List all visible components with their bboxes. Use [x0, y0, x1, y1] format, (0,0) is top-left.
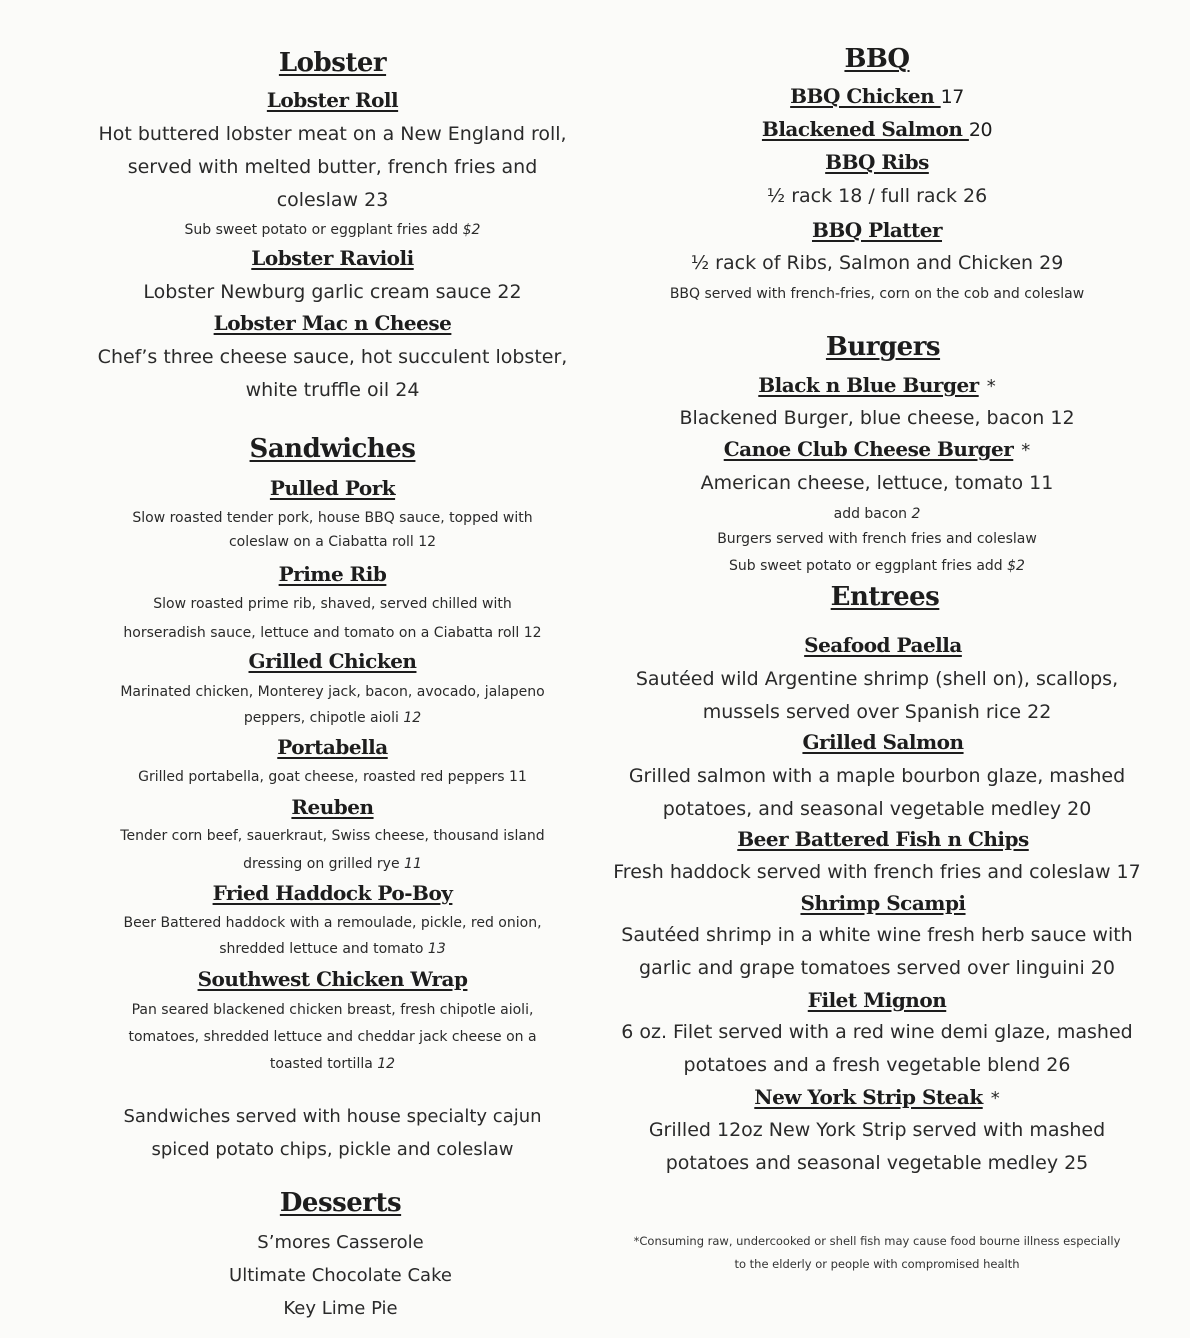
- black-blue-burger-description: Blackened Burger, blue cheese, bacon 12: [679, 407, 1075, 429]
- dessert-item: Key Lime Pie: [283, 1298, 398, 1319]
- bbq-platter-title: BBQ Platter: [811, 218, 943, 242]
- canoe-club-burger-description: American cheese, lettuce, tomato 11: [700, 472, 1054, 494]
- reuben-description: Tender corn beef, sauerkraut, Swiss cheese, thousand island dressing on grilled rye 11: [120, 828, 545, 872]
- grilled-chicken-description: Marinated chicken, Monterey jack, bacon, avocado, jalapeno peppers, chipotle aioli 12: [120, 684, 545, 726]
- filet-mignon-title: Filet Mignon: [807, 988, 947, 1012]
- dessert-item: S’mores Casserole: [257, 1232, 424, 1253]
- burgers-served-note: Burgers served with french fries and coleslaw: [717, 531, 1037, 547]
- bbq-heading: BBQ: [844, 44, 910, 74]
- prime-rib-title: Prime Rib: [278, 562, 387, 586]
- pulled-pork-description: Slow roasted tender pork, house BBQ sauce, topped with coleslaw on a Ciabatta roll 12: [132, 510, 533, 550]
- lobster-ravioli-description: Lobster Newburg garlic cream sauce 22: [143, 281, 522, 303]
- bbq-platter-description: ½ rack of Ribs, Salmon and Chicken 29: [690, 252, 1064, 274]
- shrimp-scampi-description: Sautéed shrimp in a white wine fresh herb sauce with garlic and grape tomatoes served over linguini 20: [621, 924, 1133, 979]
- black-blue-burger-title: Black n Blue Burger *: [758, 373, 996, 397]
- pulled-pork-title: Pulled Pork: [269, 476, 396, 500]
- entrees-heading: Entrees: [830, 582, 940, 612]
- bbq-chicken-title: BBQ Chicken 17: [790, 84, 964, 108]
- grilled-salmon-description: Grilled salmon with a maple bourbon glaze, mashed potatoes, and seasonal vegetable medley 20: [628, 765, 1126, 820]
- lobster-roll-sub-note: Sub sweet potato or eggplant fries add $2: [184, 222, 481, 238]
- lobster-mac-title: Lobster Mac n Cheese: [213, 311, 452, 335]
- burgers-heading: Burgers: [825, 332, 941, 362]
- blackened-salmon-title: Blackened Salmon 20: [761, 117, 993, 141]
- sandwiches-footer-note: Sandwiches served with house specialty cajun spiced potato chips, pickle and coleslaw: [123, 1106, 542, 1160]
- canoe-club-burger-title: Canoe Club Cheese Burger *: [723, 437, 1031, 461]
- burgers-sub-note: Sub sweet potato or eggplant fries add $2: [729, 558, 1025, 574]
- lobster-roll-title: Lobster Roll: [266, 88, 399, 112]
- filet-mignon-description: 6 oz. Filet served with a red wine demi glaze, mashed potatoes and a fresh vegetable blend 26: [621, 1021, 1133, 1076]
- lobster-ravioli-title: Lobster Ravioli: [251, 246, 414, 270]
- bbq-ribs-title: BBQ Ribs: [825, 150, 929, 174]
- lobster-heading: Lobster: [278, 48, 387, 78]
- fish-chips-title: Beer Battered Fish n Chips: [737, 827, 1029, 851]
- southwest-wrap-title: Southwest Chicken Wrap: [197, 967, 468, 991]
- ny-strip-description: Grilled 12oz New York Strip served with mashed potatoes and seasonal vegetable medley 25: [648, 1119, 1106, 1174]
- lobster-roll-description: Hot buttered lobster meat on a New England roll, served with melted butter, french fries and coleslaw 23: [98, 123, 567, 211]
- raw-food-disclaimer: *Consuming raw, undercooked or shell fish may cause food bourne illness especially to the elderly or people with compromised health: [633, 1234, 1121, 1271]
- haddock-po-boy-description: Beer Battered haddock with a remoulade, pickle, red onion, shredded lettuce and tomato 13: [123, 915, 542, 957]
- grilled-salmon-title: Grilled Salmon: [802, 730, 964, 754]
- desserts-list: [88, 1226, 593, 1325]
- fish-chips-description: Fresh haddock served with french fries and coleslaw 17: [613, 861, 1141, 883]
- desserts-heading: Desserts: [279, 1188, 402, 1218]
- portabella-description: Grilled portabella, goat cheese, roasted red peppers 11: [138, 769, 527, 785]
- bbq-ribs-description: ½ rack 18 / full rack 26: [766, 185, 988, 207]
- grilled-chicken-title: Grilled Chicken: [248, 649, 417, 673]
- reuben-title: Reuben: [291, 795, 374, 819]
- ny-strip-title: New York Strip Steak *: [754, 1085, 1000, 1109]
- dessert-item: Ultimate Chocolate Cake: [229, 1265, 452, 1286]
- portabella-title: Portabella: [277, 735, 388, 759]
- seafood-paella-title: Seafood Paella: [804, 633, 962, 657]
- bbq-served-note: BBQ served with french-fries, corn on the cob and coleslaw: [669, 286, 1085, 302]
- add-bacon-note: add bacon 2: [833, 506, 921, 522]
- shrimp-scampi-title: Shrimp Scampi: [800, 891, 966, 915]
- southwest-wrap-description: Pan seared blackened chicken breast, fresh chipotle aioli, tomatoes, shredded lettuce and cheddar jack cheese on a toasted tortilla 12: [128, 1002, 537, 1072]
- seafood-paella-description: Sautéed wild Argentine shrimp (shell on), scallops, mussels served over Spanish rice 22: [635, 668, 1119, 723]
- sandwiches-heading: Sandwiches: [249, 434, 416, 464]
- lobster-mac-description: Chef’s three cheese sauce, hot succulent lobster, white truffle oil 24: [97, 346, 568, 401]
- prime-rib-description: Slow roasted prime rib, shaved, served chilled with horseradish sauce, lettuce and tomato on a Ciabatta roll 12: [123, 596, 542, 641]
- haddock-po-boy-title: Fried Haddock Po-Boy: [212, 881, 453, 905]
